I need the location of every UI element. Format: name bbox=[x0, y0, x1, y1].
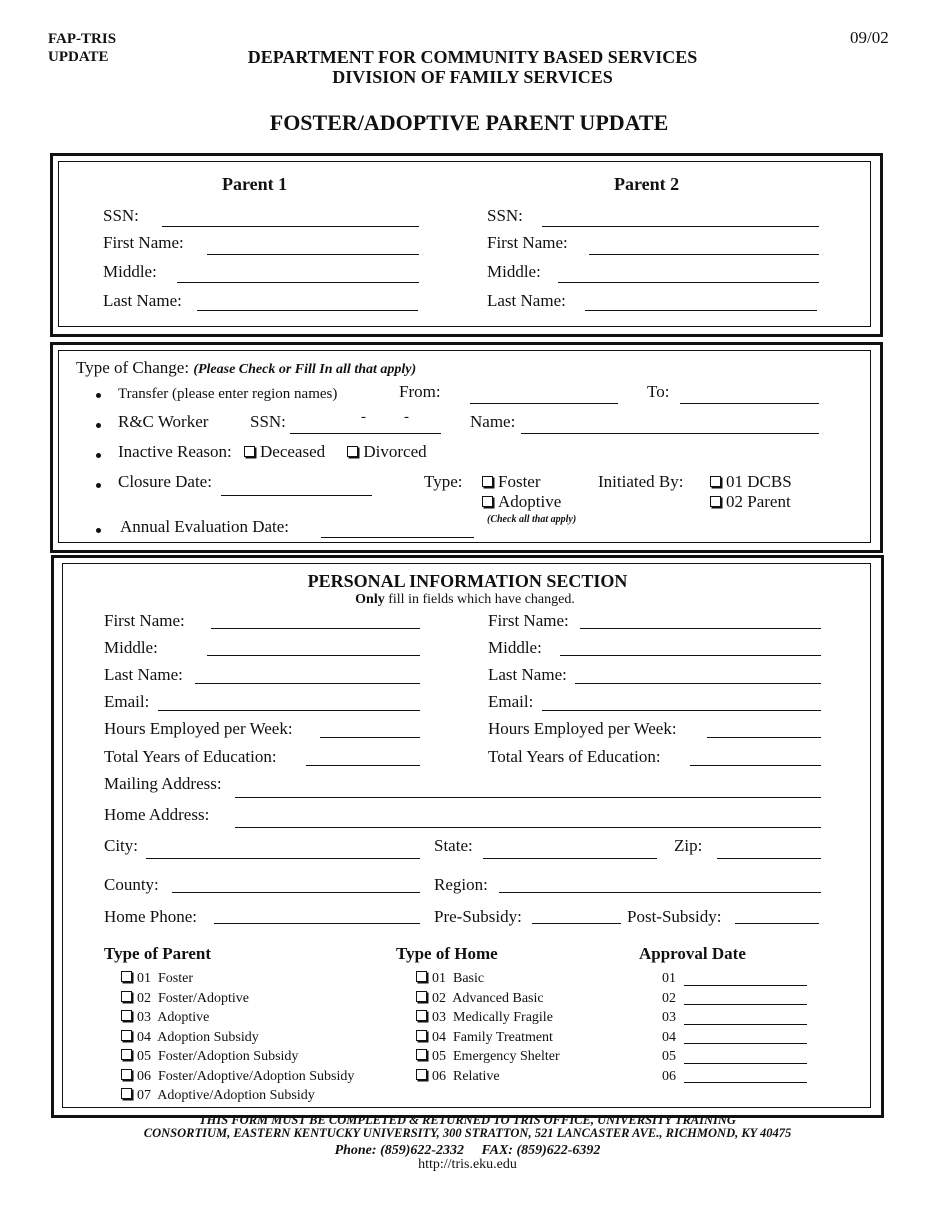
type-of-parent-option[interactable] bbox=[121, 1086, 354, 1106]
option-label: Emergency Shelter bbox=[453, 1049, 560, 1064]
revision-date: 09/02 bbox=[850, 28, 889, 47]
parent1-last-label: Last Name: bbox=[103, 291, 182, 310]
type-of-home-option[interactable] bbox=[416, 1008, 560, 1028]
divorced-option[interactable] bbox=[347, 442, 426, 461]
mailing-address-label: Mailing Address: bbox=[104, 774, 222, 793]
type-of-home-list bbox=[416, 969, 560, 1086]
parent2-last-label: Last Name: bbox=[487, 291, 566, 310]
bullet-icon bbox=[96, 393, 101, 398]
option-code: 03 bbox=[137, 1010, 151, 1025]
approval-date-field-05[interactable] bbox=[684, 1063, 807, 1064]
home-phone-field[interactable] bbox=[214, 923, 420, 924]
new-p1-email-field[interactable] bbox=[158, 710, 420, 711]
new-p2-last-field[interactable] bbox=[575, 683, 821, 684]
region-label: Region: bbox=[434, 875, 488, 894]
parent2-middle-label: Middle: bbox=[487, 262, 541, 281]
footer-instructions bbox=[0, 1114, 935, 1140]
deceased-label: Deceased bbox=[260, 442, 326, 461]
option-code: 03 bbox=[432, 1010, 446, 1025]
approval-code: 06 bbox=[662, 1068, 676, 1084]
footer-line1: THIS FORM MUST BE COMPLETED & RETURNED TO TRIS OFFICE, UNIVERSITY TRAINING bbox=[199, 1113, 736, 1127]
new-p2-first-label: First Name: bbox=[488, 611, 569, 630]
checkbox-icon[interactable] bbox=[416, 1049, 427, 1060]
new-p1-first-field[interactable] bbox=[211, 628, 420, 629]
ssn-dash-1: - bbox=[361, 409, 366, 425]
state-label: State: bbox=[434, 836, 473, 855]
department-name: DEPARTMENT FOR COMMUNITY BASED SERVICES bbox=[247, 47, 698, 67]
option-code: 05 bbox=[137, 1049, 151, 1064]
type-of-parent-list bbox=[121, 969, 354, 1106]
parent1-ssn-label: SSN: bbox=[103, 206, 139, 225]
personal-info-title: PERSONAL INFORMATION SECTION bbox=[307, 571, 628, 591]
approval-code: 03 bbox=[662, 1010, 676, 1025]
check-all-note: (Check all that apply) bbox=[487, 514, 577, 525]
new-p2-email-label: Email: bbox=[488, 692, 534, 711]
bullet-icon bbox=[96, 423, 101, 428]
checkbox-icon[interactable] bbox=[121, 971, 132, 982]
zip-label: Zip: bbox=[674, 836, 703, 855]
new-p2-last-label: Last Name: bbox=[488, 665, 567, 684]
post-subsidy-label: Post-Subsidy: bbox=[627, 907, 722, 926]
option-label: Foster bbox=[158, 971, 193, 986]
checkbox-icon[interactable] bbox=[121, 1049, 132, 1060]
deceased-checkbox[interactable] bbox=[244, 446, 255, 457]
option-code: 01 bbox=[137, 971, 151, 986]
approval-date-heading: Approval Date bbox=[639, 944, 746, 963]
pre-subsidy-field[interactable] bbox=[532, 923, 621, 924]
new-p1-email-label: Email: bbox=[104, 692, 150, 711]
new-p1-middle-label: Middle: bbox=[104, 638, 158, 657]
annual-eval-label: Annual Evaluation Date: bbox=[120, 517, 290, 536]
parent2-middle-field[interactable] bbox=[558, 282, 819, 283]
city-label: City: bbox=[104, 836, 139, 855]
option-code: 05 bbox=[432, 1049, 446, 1064]
dcbs-label: 01 DCBS bbox=[726, 472, 792, 491]
parent-checkbox[interactable] bbox=[710, 496, 721, 507]
type-of-change-header bbox=[76, 358, 416, 378]
foster-option[interactable] bbox=[482, 472, 561, 492]
type-of-home-option[interactable] bbox=[416, 1047, 560, 1067]
subtitle-emphasis: Only bbox=[355, 592, 385, 607]
checkbox-icon[interactable] bbox=[121, 1030, 132, 1041]
adoptive-label: Adoptive bbox=[498, 492, 562, 511]
agency-header bbox=[0, 47, 945, 87]
initiated-by-label: Initiated By: bbox=[598, 472, 684, 491]
parent2-last-field[interactable] bbox=[585, 310, 817, 311]
inactive-reason-label: Inactive Reason: bbox=[118, 442, 232, 461]
approval-date-field-03[interactable] bbox=[684, 1024, 807, 1025]
option-code: 04 bbox=[432, 1029, 446, 1045]
parent1-heading: Parent 1 bbox=[222, 174, 288, 194]
type-of-home-option[interactable] bbox=[416, 1067, 560, 1087]
parent-label: 02 Parent bbox=[726, 492, 791, 511]
home-address-field[interactable] bbox=[235, 827, 821, 828]
option-label: Relative bbox=[453, 1068, 500, 1084]
new-p2-first-field[interactable] bbox=[580, 628, 821, 629]
parent2-first-label: First Name: bbox=[487, 233, 568, 252]
approval-date-codes bbox=[662, 969, 676, 1086]
new-p2-hours-label: Hours Employed per Week: bbox=[488, 719, 677, 738]
new-p1-middle-field[interactable] bbox=[207, 655, 420, 656]
transfer-from-label: From: bbox=[399, 382, 441, 401]
parent2-ssn-label: SSN: bbox=[487, 206, 523, 225]
option-label: Adoptive/Adoption Subsidy bbox=[157, 1088, 315, 1103]
parent2-heading: Parent 2 bbox=[614, 174, 680, 194]
new-p2-education-field[interactable] bbox=[690, 765, 821, 766]
transfer-to-field[interactable] bbox=[680, 403, 819, 404]
bullet-icon bbox=[96, 483, 101, 488]
deceased-option[interactable] bbox=[244, 442, 325, 461]
new-p2-email-field[interactable] bbox=[542, 710, 821, 711]
checkbox-icon[interactable] bbox=[121, 991, 132, 1002]
ssn-dash-2: - bbox=[404, 409, 409, 425]
state-field[interactable] bbox=[483, 858, 657, 859]
checkbox-icon[interactable] bbox=[416, 1010, 427, 1021]
new-p1-hours-label: Hours Employed per Week: bbox=[104, 719, 293, 738]
adoptive-option[interactable] bbox=[482, 492, 561, 512]
type-of-parent-option[interactable] bbox=[121, 1047, 354, 1067]
parent2-first-field[interactable] bbox=[589, 254, 819, 255]
pre-subsidy-label: Pre-Subsidy: bbox=[434, 907, 522, 926]
approval-code: 05 bbox=[662, 1049, 676, 1064]
type-of-parent-option[interactable] bbox=[121, 969, 354, 989]
checkbox-icon[interactable] bbox=[121, 1069, 132, 1080]
option-code: 06 bbox=[137, 1068, 151, 1084]
parent1-last-field[interactable] bbox=[197, 310, 418, 311]
approval-code: 01 bbox=[662, 971, 676, 986]
type-of-change-label: Type of Change: bbox=[76, 358, 190, 377]
rc-worker-ssn-field[interactable] bbox=[290, 433, 441, 434]
approval-code: 04 bbox=[662, 1029, 676, 1045]
option-label: Medically Fragile bbox=[453, 1010, 553, 1025]
subtitle-text: fill in fields which have changed. bbox=[384, 592, 575, 607]
inactive-reason-row bbox=[118, 442, 427, 462]
option-label: Adoption Subsidy bbox=[157, 1029, 259, 1045]
closure-type-options bbox=[482, 472, 561, 512]
option-code: 02 bbox=[137, 990, 151, 1006]
option-label: Adoptive bbox=[157, 1010, 210, 1025]
footer-phone-fax: Phone: (859)622-2332 FAX: (859)622-6392 bbox=[334, 1143, 601, 1158]
new-p1-last-field[interactable] bbox=[195, 683, 420, 684]
page-title: FOSTER/ADOPTIVE PARENT UPDATE bbox=[269, 110, 669, 135]
checkbox-icon[interactable] bbox=[416, 991, 427, 1002]
checkbox-icon[interactable] bbox=[121, 1088, 132, 1099]
type-of-home-option[interactable] bbox=[416, 989, 560, 1009]
divorced-label: Divorced bbox=[363, 442, 427, 461]
transfer-from-field[interactable] bbox=[470, 403, 618, 404]
foster-checkbox[interactable] bbox=[482, 476, 493, 487]
new-p2-middle-field[interactable] bbox=[560, 655, 821, 656]
approval-date-field-01[interactable] bbox=[684, 985, 807, 986]
new-p1-last-label: Last Name: bbox=[104, 665, 183, 684]
option-label: Foster/Adoptive/Adoption Subsidy bbox=[158, 1068, 355, 1084]
bullet-icon bbox=[96, 453, 101, 458]
parent-option[interactable] bbox=[710, 492, 792, 512]
new-p1-education-field[interactable] bbox=[306, 765, 420, 766]
parent2-ssn-field[interactable] bbox=[542, 226, 819, 227]
mailing-address-field[interactable] bbox=[235, 797, 821, 798]
approval-date-field-04[interactable] bbox=[684, 1043, 807, 1044]
type-of-parent-option[interactable] bbox=[121, 1067, 354, 1087]
option-label: Foster/Adoptive bbox=[158, 990, 249, 1006]
county-label: County: bbox=[104, 875, 159, 894]
option-code: 04 bbox=[137, 1029, 151, 1045]
parent1-ssn-field[interactable] bbox=[162, 226, 419, 227]
new-p2-middle-label: Middle: bbox=[488, 638, 542, 657]
option-code: 06 bbox=[432, 1068, 446, 1084]
rc-worker-ssn-label: SSN: bbox=[250, 412, 286, 431]
parent1-middle-label: Middle: bbox=[103, 262, 157, 281]
rc-worker-name-label: Name: bbox=[470, 412, 516, 431]
bullet-icon bbox=[96, 528, 101, 533]
new-p1-hours-field[interactable] bbox=[320, 737, 420, 738]
checkbox-icon[interactable] bbox=[416, 971, 427, 982]
closure-type-label: Type: bbox=[424, 472, 463, 491]
rc-worker-name-field[interactable] bbox=[521, 433, 819, 434]
parent1-first-label: First Name: bbox=[103, 233, 184, 252]
footer-line2: CONSORTIUM, EASTERN KENTUCKY UNIVERSITY, 300 STRATTON, 521 LANCASTER AVE., RICHMOND, KY 40475 bbox=[143, 1126, 792, 1140]
type-of-parent-heading: Type of Parent bbox=[104, 944, 212, 963]
personal-info-subtitle bbox=[0, 592, 930, 608]
initiated-by-options bbox=[710, 472, 792, 512]
option-code: 01 bbox=[432, 971, 446, 986]
city-field[interactable] bbox=[146, 858, 420, 859]
closure-date-label: Closure Date: bbox=[118, 472, 212, 491]
home-phone-label: Home Phone: bbox=[104, 907, 198, 926]
type-of-home-option[interactable] bbox=[416, 969, 560, 989]
option-code: 02 bbox=[432, 990, 446, 1006]
option-code: 07 bbox=[137, 1088, 151, 1103]
parent1-middle-field[interactable] bbox=[177, 282, 419, 283]
checkbox-icon[interactable] bbox=[416, 1069, 427, 1080]
type-of-parent-option[interactable] bbox=[121, 989, 354, 1009]
transfer-to-label: To: bbox=[647, 382, 670, 401]
annual-eval-field[interactable] bbox=[321, 537, 474, 538]
type-of-parent-option[interactable] bbox=[121, 1008, 354, 1028]
zip-field[interactable] bbox=[717, 858, 821, 859]
dcbs-checkbox[interactable] bbox=[710, 476, 721, 487]
rc-worker-label: R&C Worker bbox=[118, 412, 209, 431]
transfer-label: Transfer (please enter region names) bbox=[118, 386, 338, 402]
division-name: DIVISION OF FAMILY SERVICES bbox=[332, 67, 613, 87]
approval-date-field-02[interactable] bbox=[684, 1004, 807, 1005]
checkbox-icon[interactable] bbox=[416, 1030, 427, 1041]
county-field[interactable] bbox=[172, 892, 420, 893]
form-code-line2: UPDATE bbox=[48, 49, 109, 65]
new-p2-hours-field[interactable] bbox=[707, 737, 821, 738]
adoptive-checkbox[interactable] bbox=[482, 496, 493, 507]
approval-code: 02 bbox=[662, 990, 676, 1006]
type-of-home-heading: Type of Home bbox=[396, 944, 498, 963]
option-label: Foster/Adoption Subsidy bbox=[158, 1049, 299, 1064]
divorced-checkbox[interactable] bbox=[347, 446, 358, 457]
foster-label: Foster bbox=[498, 472, 541, 491]
option-label: Basic bbox=[453, 971, 485, 986]
type-of-parent-option[interactable] bbox=[121, 1028, 354, 1048]
closure-date-field[interactable] bbox=[221, 495, 372, 496]
dcbs-option[interactable] bbox=[710, 472, 792, 492]
region-field[interactable] bbox=[499, 892, 821, 893]
option-label: Family Treatment bbox=[453, 1029, 553, 1045]
form-code-line1: FAP-TRIS bbox=[48, 31, 117, 47]
new-p2-education-label: Total Years of Education: bbox=[488, 747, 661, 766]
home-address-label: Home Address: bbox=[104, 805, 210, 824]
option-label: Advanced Basic bbox=[452, 990, 544, 1006]
approval-date-field-06[interactable] bbox=[684, 1082, 807, 1083]
parent1-first-field[interactable] bbox=[207, 254, 419, 255]
new-p1-first-label: First Name: bbox=[104, 611, 185, 630]
post-subsidy-field[interactable] bbox=[735, 923, 819, 924]
new-p1-education-label: Total Years of Education: bbox=[104, 747, 277, 766]
footer-url[interactable]: http://tris.eku.edu bbox=[418, 1157, 517, 1172]
type-of-home-option[interactable] bbox=[416, 1028, 560, 1048]
type-of-change-instruction: (Please Check or Fill In all that apply) bbox=[193, 362, 417, 377]
checkbox-icon[interactable] bbox=[121, 1010, 132, 1021]
